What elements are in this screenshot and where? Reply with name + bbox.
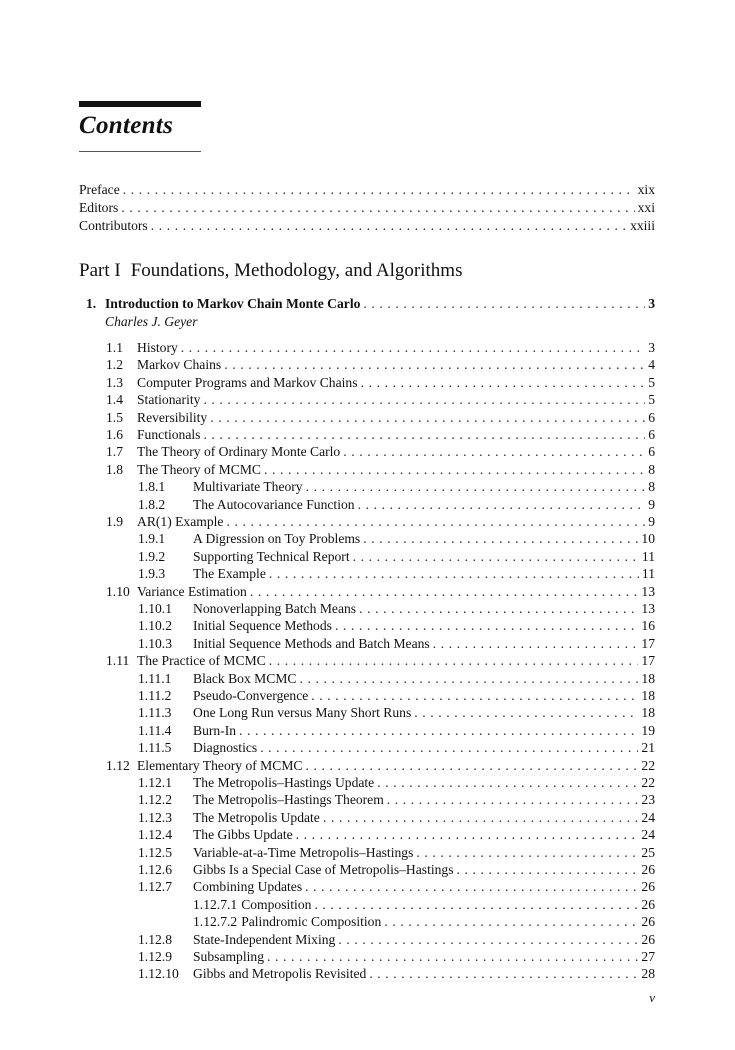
entry-page: 10 (641, 531, 655, 547)
part-label: Part I (79, 260, 121, 281)
entry-title: Markov Chains (137, 357, 222, 373)
section-number: 1.3 (106, 374, 123, 390)
subsection-entry[interactable] (138, 739, 655, 757)
section-entry[interactable] (106, 374, 655, 392)
section-number: 1.12.8 (138, 931, 172, 947)
section-entry[interactable] (106, 339, 655, 357)
entry-title: Composition (241, 896, 312, 912)
entry-title: Functionals (137, 427, 201, 442)
section-entry[interactable] (106, 391, 655, 409)
leader-dots (269, 565, 639, 583)
subsection-entry[interactable] (138, 600, 655, 618)
section-number: 1.12.1 (138, 775, 172, 790)
section-number: 1.10.3 (138, 635, 172, 651)
section-number: 1.11.1 (138, 670, 172, 686)
front-matter-entry[interactable] (79, 217, 655, 235)
subsection-entry[interactable] (138, 635, 655, 653)
subsubsection-entry[interactable] (193, 913, 655, 931)
leader-dots (296, 826, 639, 844)
entry-title: Computer Programs and Markov Chains (137, 374, 358, 390)
leader-dots (299, 670, 638, 688)
section-number: 1.10 (106, 583, 130, 599)
section-number: 1.7 (106, 444, 123, 460)
entry-title: The Theory of MCMC (137, 461, 261, 477)
entry-title: The Practice of MCMC (137, 653, 266, 669)
leader-dots (358, 496, 646, 514)
front-matter-entry[interactable] (79, 181, 655, 199)
subsection-entry[interactable] (138, 826, 655, 844)
section-number: 1.12.5 (138, 844, 172, 860)
entry-title: A Digression on Toy Problems (193, 531, 361, 547)
entry-title: Nonoverlapping Batch Means (193, 601, 357, 616)
entry-title: The Metropolis–Hastings Update (193, 775, 375, 790)
section-number: 1.11.2 (138, 688, 172, 703)
subsection-entry[interactable] (138, 844, 655, 862)
entry-page: 24 (641, 809, 655, 825)
entry-title: State-Independent Mixing (193, 931, 336, 947)
entry-page: 22 (641, 757, 655, 773)
subsection-entry[interactable] (138, 704, 655, 722)
entry-page: 26 (641, 914, 655, 930)
entry-title: Diagnostics (193, 740, 258, 756)
leader-dots (224, 356, 645, 374)
entry-page: 25 (641, 844, 655, 860)
section-entry[interactable] (106, 513, 655, 531)
leader-dots (377, 774, 638, 792)
leader-dots (226, 513, 645, 531)
page-title: Contents (79, 112, 174, 139)
entry-title: Palindromic Composition (241, 914, 382, 930)
entry-title: Supporting Technical Report (193, 548, 350, 564)
entry-page: 22 (641, 775, 655, 790)
leader-dots (457, 861, 639, 879)
leader-dots (343, 443, 645, 461)
section-number: 1.1 (106, 340, 123, 355)
entry-title: Stationarity (137, 392, 201, 408)
entry-title: Gibbs and Metropolis Revisited (193, 966, 367, 982)
part-title: Foundations, Methodology, and Algorithms (130, 260, 463, 281)
section-number: 1.5 (106, 409, 123, 425)
leader-dots (239, 722, 638, 740)
leader-dots (203, 391, 645, 409)
entry-page: xxi (637, 200, 655, 215)
entry-page: 18 (641, 705, 655, 721)
entry-page: 26 (641, 931, 655, 947)
leader-dots (335, 617, 638, 635)
entry-title: History (137, 340, 178, 355)
section-number: 1.12.4 (138, 827, 172, 843)
entry-page: 13 (641, 583, 655, 599)
entry-page: 8 (648, 479, 655, 495)
entry-title: Subsampling (193, 949, 264, 964)
leader-dots (414, 704, 638, 722)
leader-dots (314, 896, 638, 914)
entry-page: 6 (648, 427, 655, 442)
leader-dots (264, 461, 645, 479)
entry-page: 3 (648, 340, 655, 355)
section-number: 1.10.2 (138, 618, 172, 634)
entry-title: AR(1) Example (137, 514, 224, 529)
entry-title: Multivariate Theory (193, 479, 303, 495)
section-entry[interactable] (106, 443, 655, 461)
chapter-number: 1. (86, 296, 97, 311)
entry-title: Combining Updates (193, 879, 303, 895)
entry-page: 23 (641, 792, 655, 808)
section-entry[interactable] (106, 356, 655, 374)
subsection-entry[interactable] (138, 548, 655, 566)
leader-dots (305, 878, 638, 896)
leader-dots (387, 791, 639, 809)
section-entry[interactable] (106, 583, 655, 601)
subsection-entry[interactable] (138, 774, 655, 792)
entry-title: Initial Sequence Methods (193, 618, 332, 634)
leader-dots (361, 374, 646, 392)
chapter-entry[interactable] (86, 295, 655, 313)
subsection-entry[interactable] (138, 861, 655, 879)
entry-page: 5 (648, 392, 655, 408)
entry-title: The Metropolis–Hastings Theorem (193, 792, 384, 808)
section-entry[interactable] (106, 757, 655, 775)
section-number: 1.8.2 (138, 496, 166, 512)
entry-title: Editors (79, 200, 119, 215)
section-number: 1.12.6 (138, 862, 172, 877)
entry-title: The Metropolis Update (193, 809, 320, 825)
section-number: 1.12.7.2 (193, 914, 238, 930)
entry-page: 6 (648, 444, 655, 460)
entry-page: 17 (641, 635, 655, 651)
leader-dots (210, 409, 645, 427)
subsection-entry[interactable] (138, 617, 655, 635)
entry-title: The Autocovariance Function (193, 496, 355, 512)
entry-page: xxiii (630, 218, 655, 233)
section-number: 1.12 (106, 757, 130, 773)
leader-dots (323, 809, 639, 827)
section-number: 1.12.7 (138, 879, 172, 895)
entry-title: Reversibility (137, 409, 208, 425)
entry-title: Preface (79, 182, 120, 197)
chapter-author: Charles J. Geyer (105, 314, 198, 329)
section-number: 1.6 (106, 427, 123, 442)
entry-title: Pseudo-Convergence (193, 688, 309, 703)
front-matter-entry[interactable] (79, 199, 655, 217)
entry-title: Black Box MCMC (193, 670, 297, 686)
subsection-entry[interactable] (138, 565, 655, 583)
entry-page: 17 (641, 653, 655, 669)
section-number: 1.8 (106, 461, 123, 477)
leader-dots (306, 757, 639, 775)
subsection-entry[interactable] (138, 791, 655, 809)
entry-page: 13 (641, 601, 655, 616)
section-number: 1.12.7.1 (193, 896, 238, 912)
entry-title: Variable-at-a-Time Metropolis–Hastings (193, 844, 414, 860)
entry-page: 9 (648, 514, 655, 529)
subsection-entry[interactable] (138, 530, 655, 548)
subsection-entry[interactable] (138, 809, 655, 827)
entry-title: Variance Estimation (137, 583, 247, 599)
entry-page: 4 (648, 357, 655, 373)
entry-page: 26 (641, 879, 655, 895)
leader-dots (260, 739, 638, 757)
entry-page: 9 (648, 496, 655, 512)
section-number: 1.11.3 (138, 705, 172, 721)
section-number: 1.11.4 (138, 722, 172, 738)
section-number: 1.2 (106, 357, 123, 373)
leader-dots (250, 583, 639, 601)
heading-rule-thin (79, 151, 201, 152)
entry-page: 11 (641, 548, 655, 564)
section-entry[interactable] (106, 426, 655, 444)
leader-dots (306, 478, 646, 496)
subsection-entry[interactable] (138, 478, 655, 496)
section-entry[interactable] (106, 652, 655, 670)
section-number: 1.9.1 (138, 531, 166, 547)
section-number: 1.9.2 (138, 548, 166, 564)
leader-dots (311, 687, 638, 705)
section-number: 1.11.5 (138, 740, 172, 756)
entry-page: 26 (641, 862, 655, 877)
entry-page: 24 (641, 827, 655, 843)
section-number: 1.9.3 (138, 566, 166, 582)
leader-dots (363, 530, 638, 548)
entry-title: Initial Sequence Methods and Batch Means (193, 635, 430, 651)
leader-dots (369, 965, 638, 983)
subsection-entry[interactable] (138, 722, 655, 740)
leader-dots (203, 426, 645, 444)
heading-rule-thick (79, 101, 201, 107)
leader-dots (433, 635, 639, 653)
leader-dots (121, 199, 634, 217)
chapter-page: 3 (648, 296, 655, 311)
entry-page: 16 (641, 618, 655, 634)
entry-page: 8 (648, 461, 655, 477)
entry-page: 19 (641, 722, 655, 738)
leader-dots (384, 913, 638, 931)
section-number: 1.9 (106, 514, 123, 529)
leader-dots (416, 844, 638, 862)
subsection-entry[interactable] (138, 878, 655, 896)
section-number: 1.10.1 (138, 601, 172, 616)
leader-dots (181, 339, 645, 357)
leader-dots (363, 295, 645, 313)
leader-dots (353, 548, 639, 566)
subsection-entry[interactable] (138, 948, 655, 966)
entry-title: The Gibbs Update (193, 827, 293, 843)
leader-dots (123, 181, 635, 199)
entry-page: 18 (641, 670, 655, 686)
entry-title: Contributors (79, 218, 148, 233)
leader-dots (267, 948, 638, 966)
entry-page: 21 (641, 740, 655, 756)
entry-page: xix (637, 182, 655, 197)
page-folio: v (649, 990, 655, 1005)
subsection-entry[interactable] (138, 687, 655, 705)
leader-dots (151, 217, 627, 235)
entry-page: 28 (641, 966, 655, 982)
subsection-entry[interactable] (138, 931, 655, 949)
section-entry[interactable] (106, 461, 655, 479)
entry-title: The Theory of Ordinary Monte Carlo (137, 444, 341, 460)
section-number: 1.12.10 (138, 966, 179, 982)
entry-page: 5 (648, 374, 655, 390)
entry-title: Elementary Theory of MCMC (137, 757, 303, 773)
leader-dots (359, 600, 638, 618)
section-entry[interactable] (106, 409, 655, 427)
leader-dots (269, 652, 639, 670)
entry-title: Gibbs Is a Special Case of Metropolis–Hastings (193, 862, 454, 877)
subsection-entry[interactable] (138, 965, 655, 983)
entry-title: The Example (193, 566, 266, 582)
entry-title: One Long Run versus Many Short Runs (193, 705, 412, 721)
section-number: 1.12.2 (138, 792, 172, 808)
entry-page: 18 (641, 688, 655, 703)
subsection-entry[interactable] (138, 496, 655, 514)
section-number: 1.12.9 (138, 949, 172, 964)
section-number: 1.12.3 (138, 809, 172, 825)
entry-page: 26 (641, 896, 655, 912)
subsubsection-entry[interactable] (193, 896, 655, 914)
entry-page: 27 (641, 949, 655, 964)
section-number: 1.11 (106, 653, 130, 669)
chapter-title: Introduction to Markov Chain Monte Carlo (105, 296, 361, 311)
entry-title: Burn-In (193, 722, 237, 738)
leader-dots (338, 931, 638, 949)
subsection-entry[interactable] (138, 670, 655, 688)
entry-page: 6 (648, 409, 655, 425)
part-heading (79, 260, 462, 282)
section-number: 1.8.1 (138, 479, 166, 495)
entry-page: 11 (641, 566, 655, 582)
section-number: 1.4 (106, 392, 123, 408)
